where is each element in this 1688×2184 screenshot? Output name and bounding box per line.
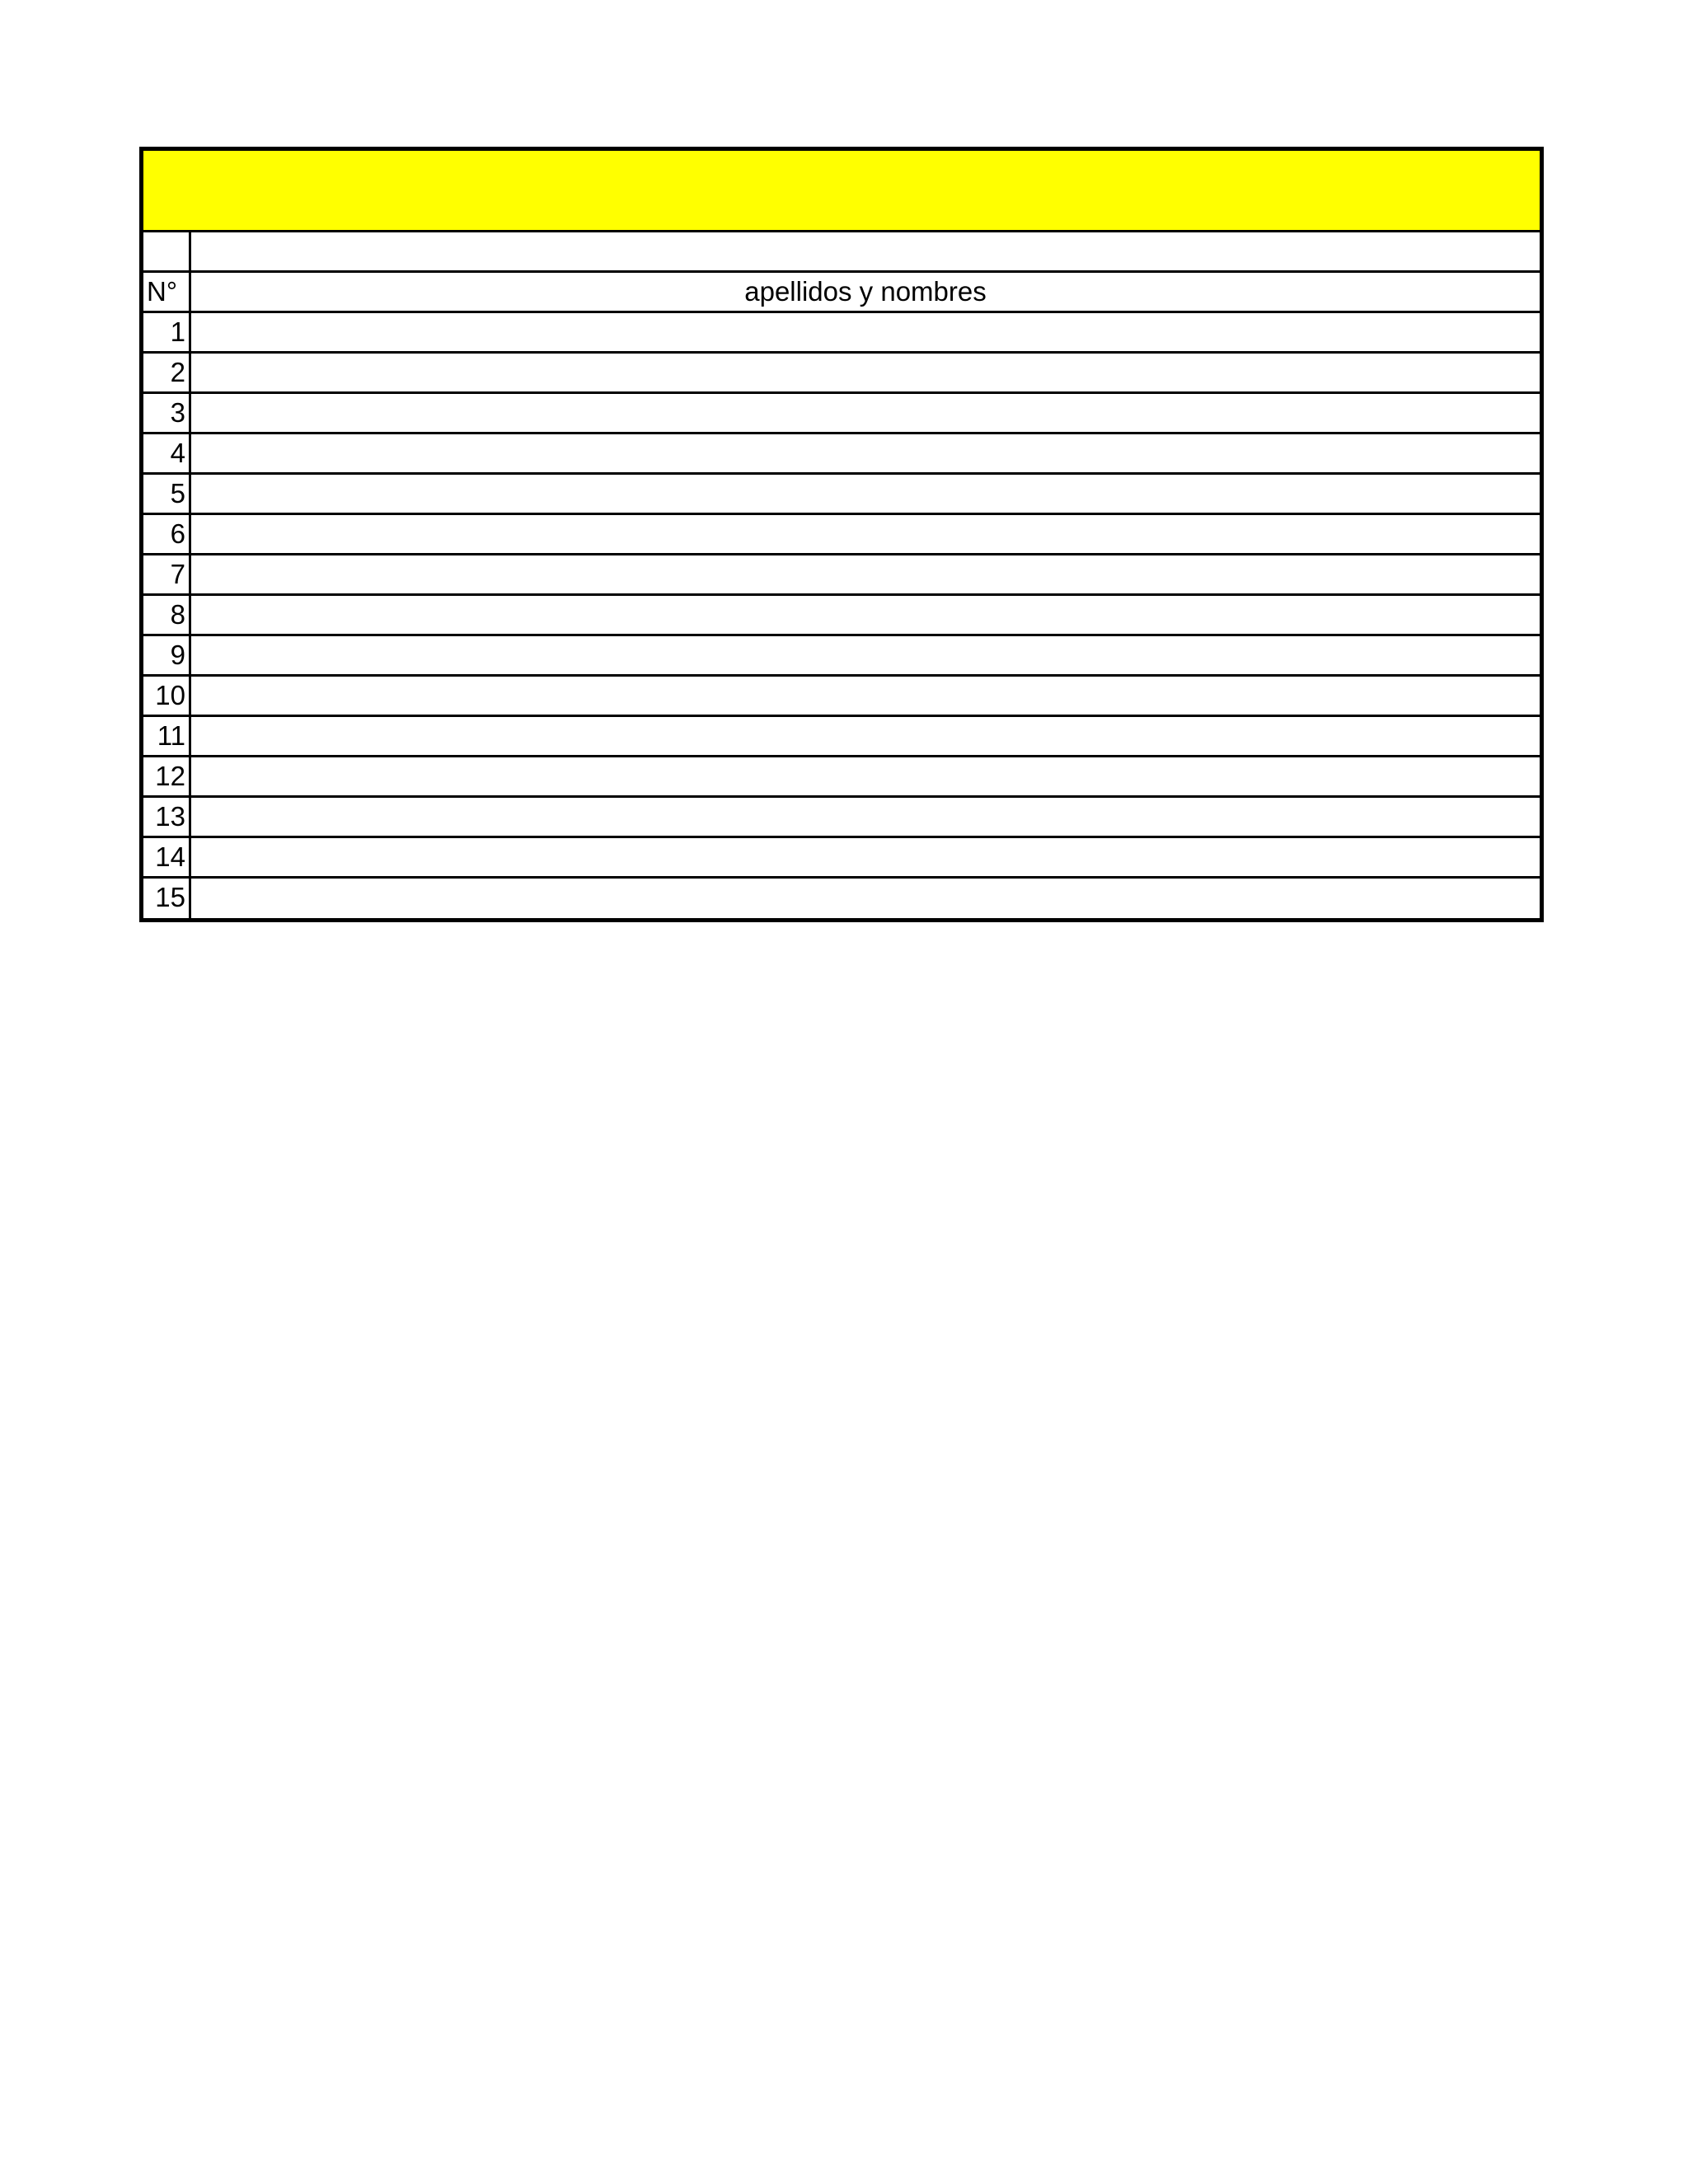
student-list-table: [139, 147, 1544, 922]
row-name-cell[interactable]: [191, 798, 1540, 836]
row-name-cell[interactable]: [191, 596, 1540, 634]
table-row: [143, 596, 1540, 636]
subheader-name-cell: [191, 232, 1540, 270]
row-number-cell: 3: [143, 394, 191, 432]
table-row: [143, 354, 1540, 394]
row-name-cell[interactable]: [191, 475, 1540, 513]
table-row: [143, 798, 1540, 838]
row-name-cell[interactable]: [191, 354, 1540, 391]
row-number-cell: 1: [143, 313, 191, 351]
table-row: [143, 555, 1540, 596]
row-number-cell: 5: [143, 475, 191, 513]
row-number-cell: 7: [143, 555, 191, 593]
table-row: [143, 677, 1540, 717]
row-name-cell[interactable]: [191, 394, 1540, 432]
header-name-label: apellidos y nombres: [744, 276, 987, 307]
subheader-number-cell: [143, 232, 191, 270]
row-name-cell[interactable]: [191, 434, 1540, 472]
row-name-cell[interactable]: [191, 515, 1540, 553]
table-row: [143, 434, 1540, 475]
subheader-row: [143, 232, 1540, 273]
row-number-cell: 13: [143, 798, 191, 836]
row-number-cell: 9: [143, 636, 191, 674]
title-band: [143, 151, 1540, 232]
row-name-cell[interactable]: [191, 838, 1540, 876]
table-row: [143, 313, 1540, 354]
header-number-label: N°: [143, 273, 191, 311]
row-number-cell: 6: [143, 515, 191, 553]
row-name-cell[interactable]: [191, 313, 1540, 351]
row-name-cell[interactable]: [191, 879, 1540, 918]
row-name-cell[interactable]: [191, 677, 1540, 715]
table-row: [143, 717, 1540, 757]
row-name-cell[interactable]: [191, 636, 1540, 674]
row-number-cell: 15: [143, 879, 191, 918]
table-row: [143, 838, 1540, 879]
table-row: [143, 475, 1540, 515]
row-name-cell[interactable]: [191, 555, 1540, 593]
row-number-cell: 10: [143, 677, 191, 715]
row-number-cell: 8: [143, 596, 191, 634]
table-row: [143, 515, 1540, 555]
table-row: [143, 757, 1540, 798]
row-name-cell[interactable]: [191, 717, 1540, 755]
table-row: [143, 394, 1540, 434]
row-number-cell: 11: [143, 717, 191, 755]
row-number-cell: 12: [143, 757, 191, 795]
row-number-cell: 14: [143, 838, 191, 876]
row-number-cell: 4: [143, 434, 191, 472]
table-row: [143, 879, 1540, 918]
row-number-cell: 2: [143, 354, 191, 391]
table-row: [143, 636, 1540, 677]
row-name-cell[interactable]: [191, 757, 1540, 795]
header-row: [143, 273, 1540, 313]
